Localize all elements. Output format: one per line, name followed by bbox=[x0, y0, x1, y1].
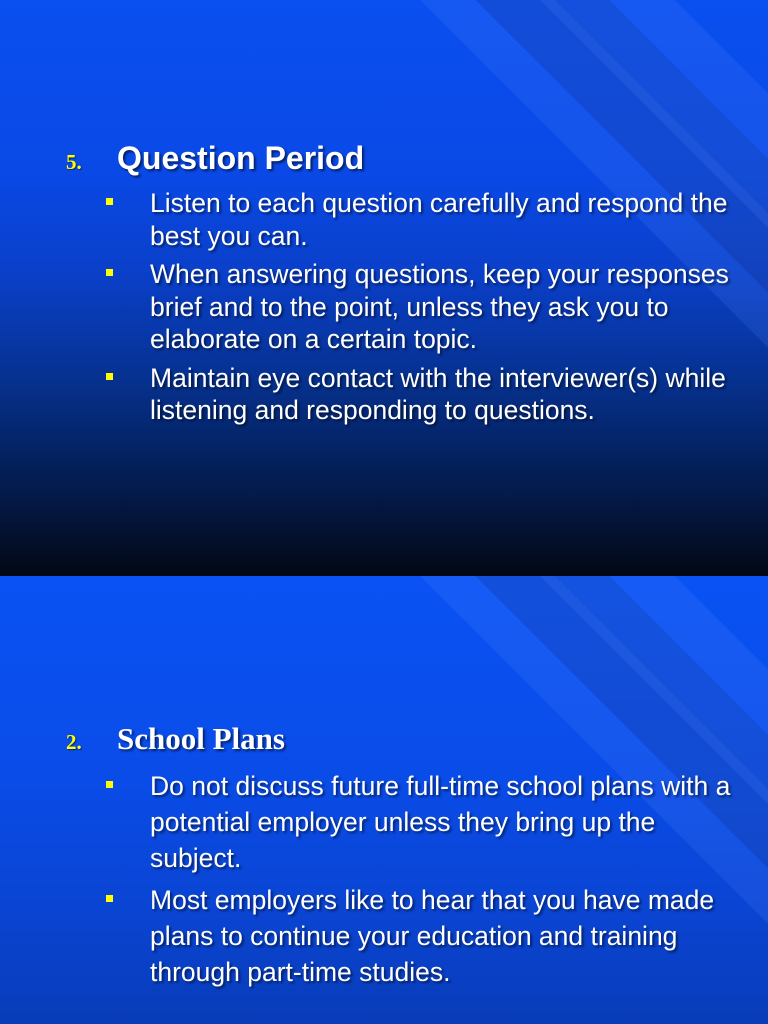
bullet-list bbox=[102, 187, 742, 433]
slide-heading bbox=[66, 140, 364, 177]
slide-school-plans bbox=[0, 576, 768, 1024]
square-bullet-icon bbox=[106, 269, 113, 276]
slide-heading bbox=[66, 721, 285, 757]
bullet-item bbox=[102, 882, 742, 990]
bullet-item bbox=[102, 768, 742, 876]
bullet-text: Do not discuss future full-time school plans with a potential employer unless they bring up the subject. bbox=[150, 771, 731, 873]
square-bullet-icon bbox=[106, 373, 113, 380]
square-bullet-icon bbox=[106, 198, 113, 205]
bullet-list bbox=[102, 768, 742, 996]
square-bullet-icon bbox=[106, 781, 113, 788]
bullet-item bbox=[102, 258, 742, 356]
bullet-item bbox=[102, 362, 742, 427]
bullet-item bbox=[102, 187, 742, 252]
bullet-text: Maintain eye contact with the interviewer(s) while listening and responding to questions. bbox=[150, 362, 726, 425]
heading-number: 5. bbox=[66, 150, 82, 174]
bullet-text: Listen to each question carefully and respond the best you can. bbox=[150, 188, 728, 251]
square-bullet-icon bbox=[106, 895, 113, 902]
bullet-text: Most employers like to hear that you have made plans to continue your education and training through part-time studies. bbox=[150, 885, 715, 987]
bullet-text: When answering questions, keep your responses brief and to the point, unless they ask you to elaborate on a certain topic. bbox=[150, 259, 729, 354]
heading-number: 2. bbox=[66, 730, 82, 754]
heading-title: Question Period bbox=[117, 140, 365, 176]
heading-title: School Plans bbox=[117, 721, 285, 756]
